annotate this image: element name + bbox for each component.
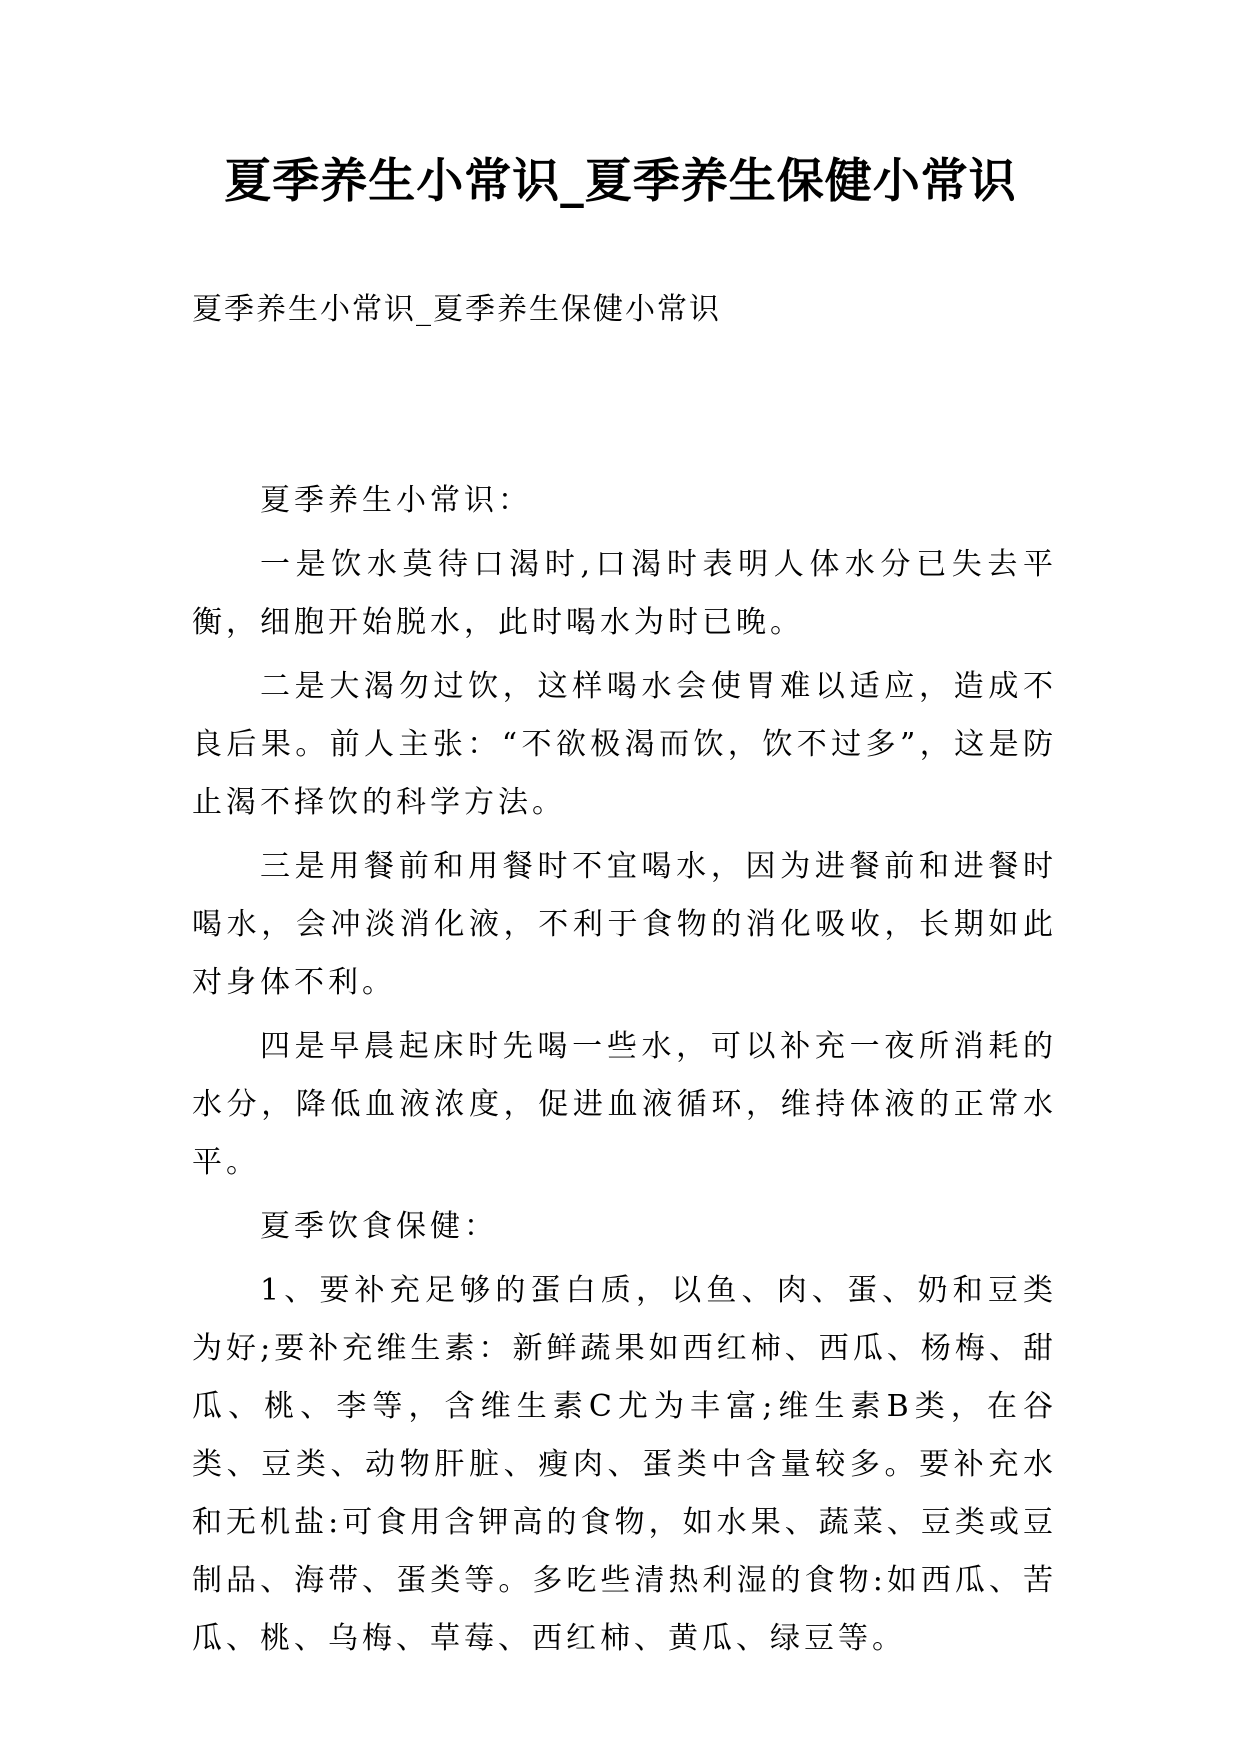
paragraph-diet-one: 1、要补充足够的蛋白质，以鱼、肉、蛋、奶和豆类为好;要补充维生素：新鲜蔬果如西红柿、西瓜、杨梅、甜瓜、桃、李等，含维生素C尤为丰富;维生素B类，在谷类、豆类、动物肝脏、瘦肉、蛋类中含量较多。要补充水和无机盐:可食用含钾高的食物，如水果、蔬菜、豆类或豆制品、海带、蛋类等。多吃些清热利湿的食物:如西瓜、苦瓜、桃、乌梅、草莓、西红柿、黄瓜、绿豆等。 <box>192 1273 1057 1656</box>
paragraph-point-three: 三是用餐前和用餐时不宜喝水，因为进餐前和进餐时喝水，会冲淡消化液，不利于食物的消化吸收，长期如此对身体不利。 <box>192 849 1057 1000</box>
document-body <box>192 472 1057 1674</box>
paragraph-point-one: 一是饮水莫待口渴时,口渴时表明人体水分已失去平衡，细胞开始脱水，此时喝水为时已晚。 <box>192 547 1057 640</box>
section-heading-summer-health: 夏季养生小常识： <box>260 483 532 518</box>
section-heading-diet: 夏季饮食保健： <box>260 1209 498 1244</box>
paragraph-point-two: 二是大渴勿过饮，这样喝水会使胃难以适应，造成不良后果。前人主张：“不欲极渴而饮，饮不过多”，这是防止渴不择饮的科学方法。 <box>192 669 1057 820</box>
paragraph-point-four: 四是早晨起床时先喝一些水，可以补充一夜所消耗的水分，降低血液浓度，促进血液循环，维持体液的正常水平。 <box>192 1029 1057 1180</box>
document-title: 夏季养生小常识_夏季养生保健小常识 <box>224 154 1017 209</box>
document-subtitle: 夏季养生小常识_夏季养生保健小常识 <box>192 292 721 327</box>
